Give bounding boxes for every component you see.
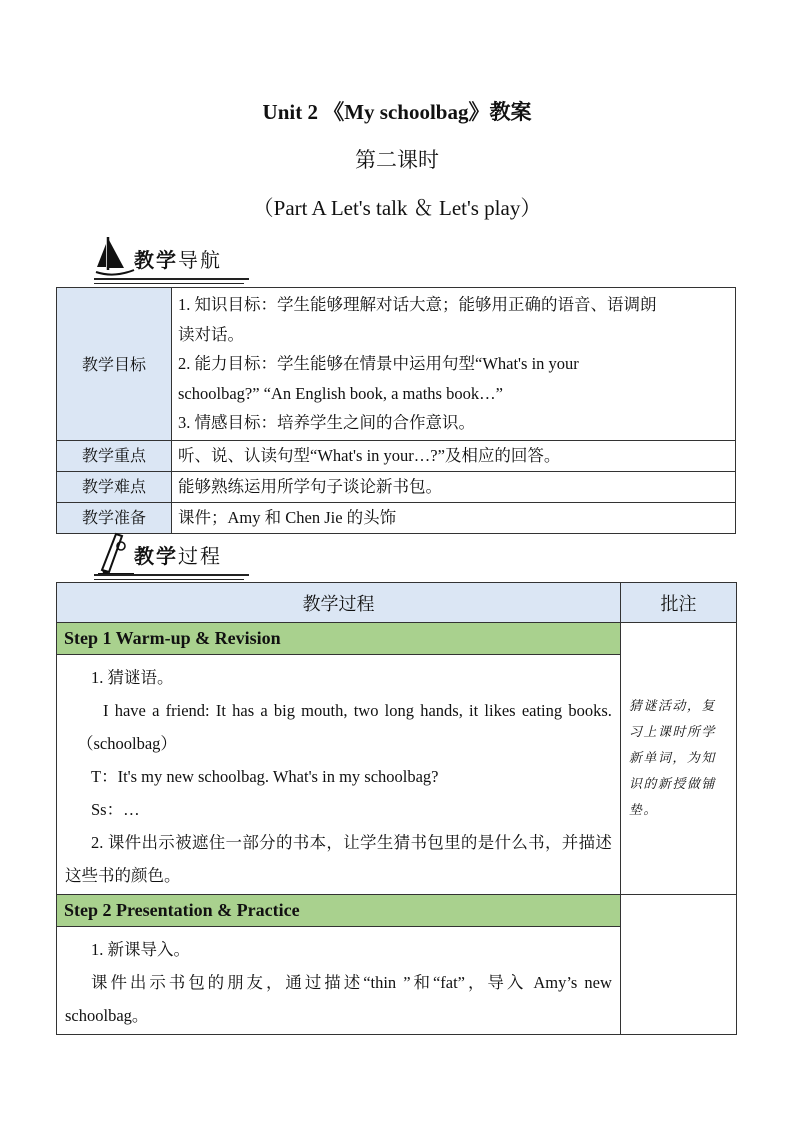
section-process-header (94, 530, 264, 580)
sailboat-icon (94, 234, 138, 280)
section-guide-label: 教学导航 (134, 248, 222, 272)
key-row (57, 440, 736, 471)
step2-note (620, 895, 736, 1035)
prep-content: 课件；Amy 和 Chen Jie 的头饰 (172, 502, 736, 533)
difficulty-row (57, 471, 736, 502)
prep-row (57, 502, 736, 533)
goal-line: 读对话。 (178, 324, 244, 344)
step1-line: I have a friend: It has a big mouth, two long hands, it likes eating books.（schoolbag） (77, 701, 612, 753)
goal-label: 教学目标 (57, 288, 172, 441)
step1-title: Step 1 Warm-up & Revision (57, 623, 621, 655)
step1-note: 猜谜活动，复习上课时所学新单词，为知识的新授做铺垫。 (620, 623, 736, 895)
step1-title-row (57, 623, 737, 655)
process-column-header: 教学过程 (57, 583, 621, 623)
step2-title-row (57, 895, 737, 927)
step1-body (57, 655, 621, 895)
step1-line: Ss：… (91, 800, 140, 819)
step1-line: 2. 课件出示被遮住一部分的书本，让学生猜书包里的是什么书，并描述这些书的颜色。 (65, 833, 612, 885)
lesson-number: 第二课时 (355, 148, 439, 172)
section-process-label: 教学过程 (134, 544, 222, 568)
goal-content (172, 288, 736, 441)
difficulty-label: 教学难点 (57, 471, 172, 502)
lesson-part: （Part A Let's talk ＆ Let's play） (252, 196, 542, 220)
teaching-guide-table (56, 287, 736, 534)
step1-line: 1. 猜谜语。 (91, 668, 174, 687)
goal-line: 2. 能力目标：学生能够在情景中运用句型“What's in your (178, 354, 579, 373)
goal-line: 3. 情感目标：培养学生之间的合作意识。 (178, 413, 475, 432)
teaching-process-table (56, 582, 737, 1035)
process-header-row (57, 583, 737, 623)
key-label: 教学重点 (57, 440, 172, 471)
step2-line: 1. 新课导入。 (91, 940, 190, 959)
difficulty-content: 能够熟练运用所学句子谈论新书包。 (172, 471, 736, 502)
note-column-header: 批注 (620, 583, 736, 623)
goal-line: schoolbag?” “An English book, a maths book…” (178, 383, 503, 403)
key-content: 听、说、认读句型“What's in your…?”及相应的回答。 (172, 440, 736, 471)
section-guide-header (94, 234, 264, 284)
step2-title: Step 2 Presentation & Practice (57, 895, 621, 927)
pencil-figure-icon (94, 530, 138, 578)
step1-line: T：It's my new schoolbag. What's in my schoolbag? (91, 767, 439, 786)
step2-body (57, 927, 621, 1035)
goal-line: 1. 知识目标：学生能够理解对话大意；能够用正确的语音、语调朗 (178, 295, 657, 314)
goal-row (57, 288, 736, 441)
prep-label: 教学准备 (57, 502, 172, 533)
document-title: Unit 2 《My schoolbag》教案 (262, 100, 532, 124)
step2-line: 课件出示书包的朋友，通过描述“thin ”和“fat”，导入 Amy’s new schoolbag。 (65, 973, 612, 1025)
